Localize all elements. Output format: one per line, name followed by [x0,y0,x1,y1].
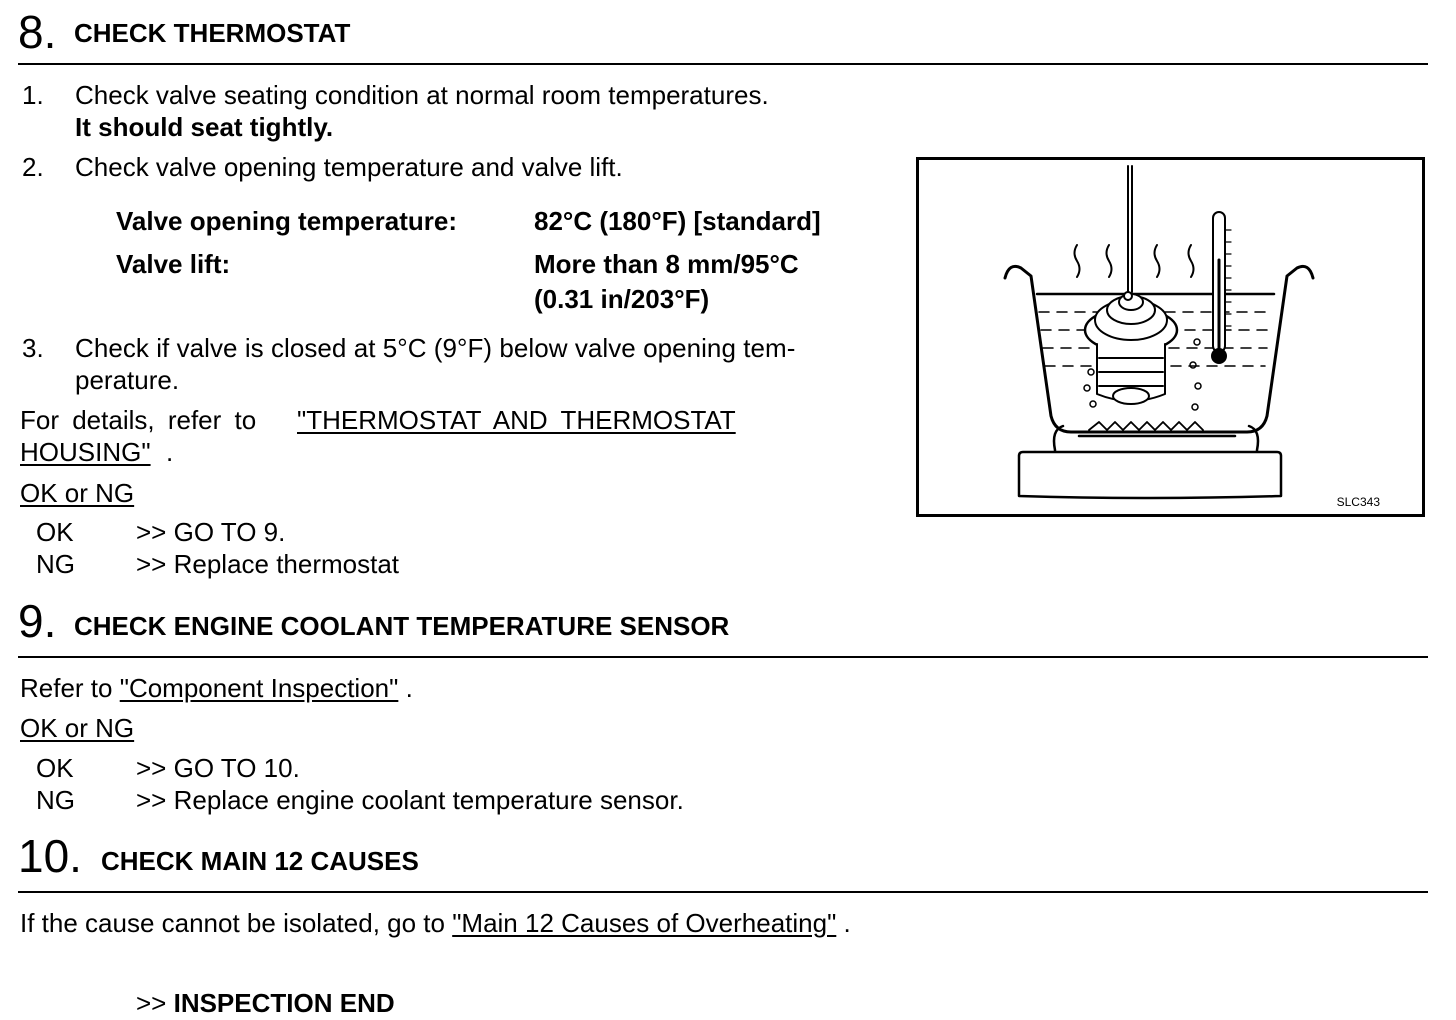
section-8-ng-action: >> Replace thermostat [136,549,400,579]
inspection-end-label: INSPECTION END [173,988,395,1018]
inspection-end [136,987,395,1019]
step-3-text-line-2: perature. [75,365,180,395]
section-9-ok-label: OK [36,753,74,783]
step-3-number: 3. [22,333,44,363]
section-10-title: CHECK MAIN 12 CAUSES [101,846,419,876]
section-9-title: CHECK ENGINE COOLANT TEMPERATURE SENSOR [74,611,730,641]
refer-prefix: Refer to [20,673,120,703]
isolate-prefix: If the cause cannot be isolated, go to [20,908,453,938]
step-1-number: 1. [22,80,44,110]
step-3-text-line-1: Check if valve is closed at 5°C (9°F) below valve opening tem- [75,333,796,363]
section-8-ok-action: >> GO TO 9. [136,517,286,547]
thermostat-housing-link-line-2[interactable]: HOUSING" [20,437,151,467]
spec-opening-label: Valve opening temperature: [116,206,457,236]
spec-opening-value: 82°C (180°F) [standard] [534,206,821,236]
step-1-note: It should seat tightly. [75,112,334,142]
section-8-ng-label: NG [36,549,75,579]
step-1-text: Check valve seating condition at normal room temperatures. [75,80,769,110]
section-8-title: CHECK THERMOSTAT [74,18,351,48]
thermostat-test-figure [916,157,1425,517]
isolate-suffix: . [836,908,851,938]
section-8-divider [18,63,1428,65]
main-12-causes-link[interactable]: "Main 12 Causes of Overheating" [452,908,837,938]
section-9-ok-action: >> GO TO 10. [136,753,300,783]
section-10-divider [18,891,1428,893]
section-10-text [20,907,851,939]
section-8-ok-label: OK [36,517,74,547]
figure-code: SLC343 [1336,495,1380,509]
section-9-ng-action: >> Replace engine coolant temperature sensor. [136,785,684,815]
details-prefix: For details, refer to [20,405,257,435]
step-2-text: Check valve opening temperature and valve lift. [75,152,623,182]
component-inspection-link[interactable]: "Component Inspection" [119,673,399,703]
section-9-ok-or-ng: OK or NG [20,713,135,743]
step-2-number: 2. [22,152,44,182]
refer-suffix: . [398,673,413,703]
section-9-ng-label: NG [36,785,75,815]
thermostat-illustration [919,160,1422,514]
spec-lift-label: Valve lift: [116,249,231,279]
section-8-number: 8. [18,6,57,58]
thermostat-housing-link-line-1[interactable]: "THERMOSTAT AND THERMOSTAT [297,405,736,435]
steam-icon [1075,245,1080,277]
spec-lift-value-1: More than 8 mm/95°C [534,249,799,279]
section-8-ok-or-ng: OK or NG [20,478,135,508]
details-suffix: . [166,437,174,467]
spec-lift-value-2: (0.31 in/203°F) [534,284,710,314]
section-9-number: 9. [18,595,57,647]
section-10-number: 10. [18,830,82,882]
inspection-end-prefix: >> [136,988,174,1018]
section-9-divider [18,656,1428,658]
thermostat-part [1085,292,1177,404]
section-9-refer [20,672,413,704]
